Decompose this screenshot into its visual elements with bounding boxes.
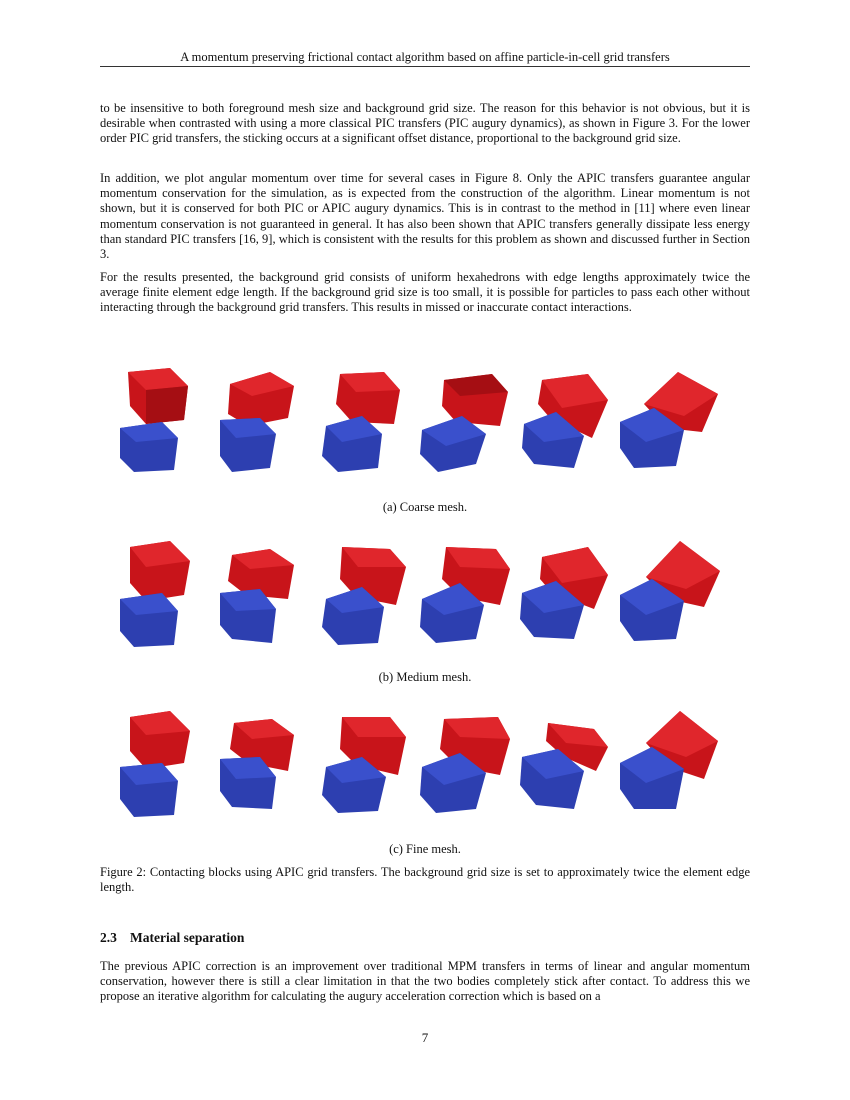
section-heading — [100, 930, 244, 946]
frame-3b — [322, 717, 406, 813]
subcaption-coarse: (a) Coarse mesh. — [382, 500, 468, 514]
frame-1 — [120, 711, 190, 817]
figure-row-fine — [100, 705, 750, 845]
frame-3 — [322, 372, 400, 472]
frame-5 — [520, 723, 608, 809]
section-number: 2.3 — [100, 930, 117, 945]
frame-1 — [120, 368, 188, 472]
frame-6 — [620, 372, 718, 468]
frame-6 — [620, 541, 720, 641]
body-paragraph-1: to be insensitive to both foreground mesh size and background grid size. The reason for this behavior is not obvious, but it is desirable when contrasted with using a more classical PIC transfers (PIC augury dynamics), as shown in Figure 3. For the lower order PIC grid transfers, the sticking occurs at a significant offset distance, proportional to the background grid size. — [100, 101, 750, 146]
frame-4 — [420, 717, 510, 813]
frame-4 — [420, 547, 510, 643]
frame-5 — [520, 547, 608, 639]
subcaption-medium: (b) Medium mesh. — [378, 670, 472, 684]
body-paragraph-3: For the results presented, the background grid consists of uniform hexahedrons with edge lengths approximately twice the average finite element edge length. If the background grid size is too small, it is possible for particles to pass each other without interacting through the background grid transfers. This results in missed or inaccurate contact interactions. — [100, 270, 750, 315]
block-sequence-coarse — [100, 360, 750, 500]
frame-2 — [220, 549, 294, 643]
frame-2 — [220, 372, 294, 472]
frame-3 — [220, 719, 294, 809]
running-head: A momentum preserving frictional contact algorithm based on affine particle-in-cell grid transfers — [180, 50, 670, 64]
frame-1 — [120, 541, 190, 647]
figure-caption: Figure 2: Contacting blocks using APIC grid transfers. The background grid size is set to approximately twice the element edge length. — [100, 865, 750, 895]
frame-3 — [322, 547, 406, 645]
figure-row-medium — [100, 535, 750, 675]
page-number: 7 — [421, 1030, 429, 1045]
frame-6 — [620, 711, 718, 809]
frame-4 — [420, 374, 508, 472]
subcaption-fine: (c) Fine mesh. — [389, 842, 461, 856]
body-paragraph-2: In addition, we plot angular momentum over time for several cases in Figure 8. Only the APIC transfers guarantee angular momentum conservation for the simulation, as is expected from the construction of the algorithm. Linear momentum is not shown, but it is conserved for both PIC or APIC augury dynamics. This is in contrast to the method in [11] where even linear momentum conservation is not guaranteed in general. It has also been shown that APIC transfers generally dissipate less energy than standard PIC transfers [16, 9], which is consistent with the results for this problem as shown and discussed further in Section 3. — [100, 171, 750, 262]
header-rule — [100, 66, 750, 67]
section-title: Material separation — [130, 930, 245, 945]
block-sequence-medium — [100, 535, 750, 675]
figure-row-coarse — [100, 360, 750, 500]
section-paragraph: The previous APIC correction is an improvement over traditional MPM transfers in terms of linear and angular momentum conservation, however there is still a clear limitation in that the two bodies completely stick after contact. To address this we propose an iterative algorithm for calculating the augury acceleration correction which is based on a — [100, 959, 750, 1004]
frame-5 — [522, 374, 608, 468]
block-sequence-fine — [100, 705, 750, 845]
